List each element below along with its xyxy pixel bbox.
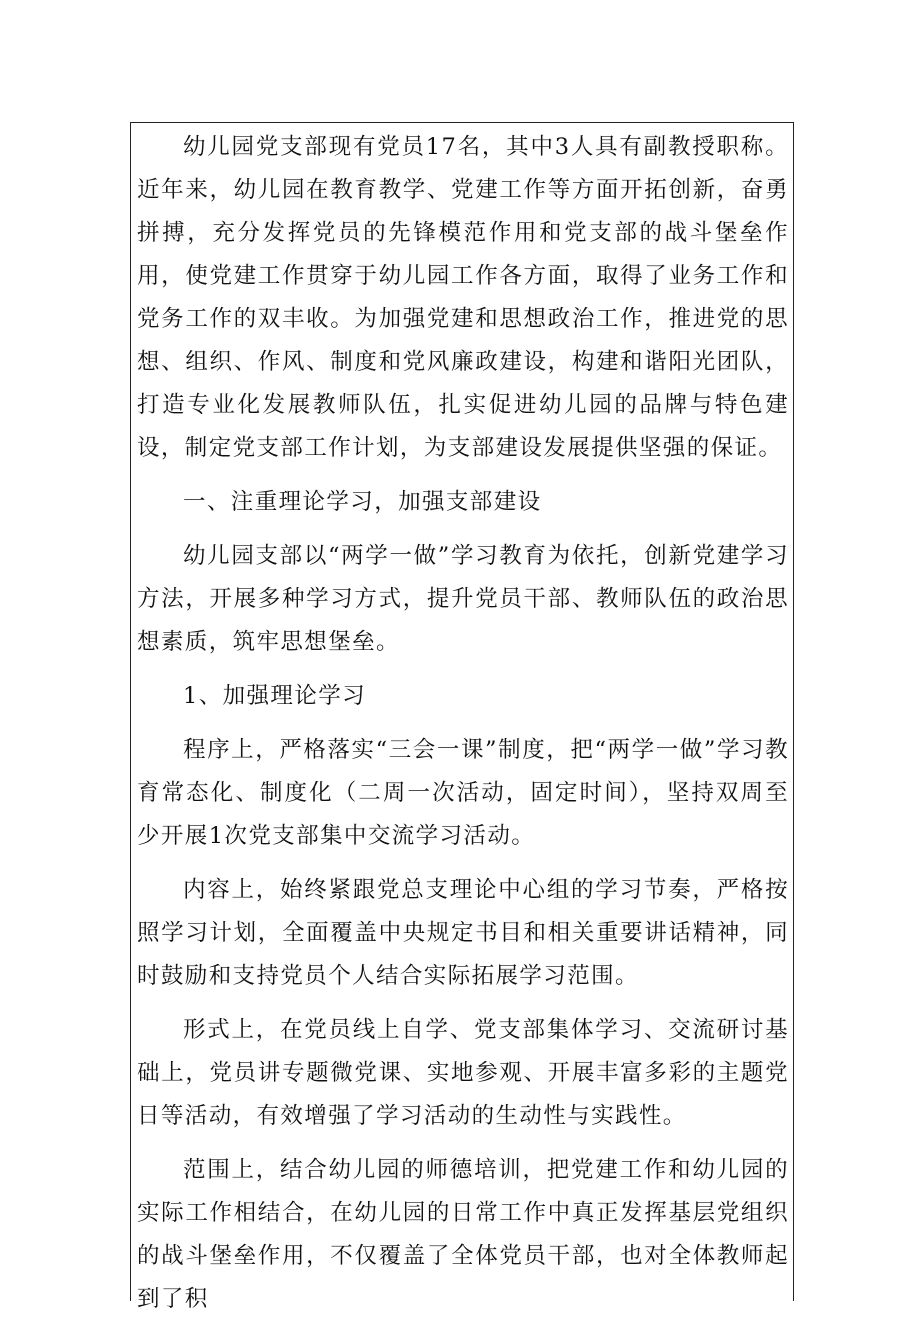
form-paragraph: 形式上，在党员线上自学、党支部集体学习、交流研讨基础上，党员讲专题微党课、实地参观、开展丰富多彩的主题党日等活动，有效增强了学习活动的生动性与实践性。 bbox=[137, 1017, 789, 1129]
section-intro-paragraph: 幼儿园支部以“两学一做”学习教育为依托，创新党建学习方法，开展多种学习方式，提升党员干部、教师队伍的政治思想素质，筑牢思想堡垒。 bbox=[137, 543, 789, 655]
subsection-heading: 1、加强理论学习 bbox=[183, 683, 367, 709]
intro-paragraph: 幼儿园党支部现有党员17名，其中3人具有副教授职称。近年来，幼儿园在教育教学、党建工作等方面开拓创新，奋勇拼搏，充分发挥党员的先锋模范作用和党支部的战斗堡垒作用，使党建工作贯穿于幼儿园工作各方面，取得了业务工作和党务工作的双丰收。为加强党建和思想政治工作，推进党的思想、组织、作风、制度和党风廉政建设，构建和谐阳光团队，打造专业化发展教师队伍，扎实促进幼儿园的品牌与特色建设，制定党支部工作计划，为支部建设发展提供坚强的保证。 bbox=[137, 134, 789, 461]
document-body bbox=[137, 126, 789, 1321]
procedure-paragraph: 程序上，严格落实“三会一课”制度，把“两学一做”学习教育常态化、制度化（二周一次活动，固定时间），坚持双周至少开展1次党支部集中交流学习活动。 bbox=[137, 737, 789, 849]
scope-paragraph: 范围上，结合幼儿园的师德培训，把党建工作和幼儿园的实际工作相结合，在幼儿园的日常工作中真正发挥基层党组织的战斗堡垒作用，不仅覆盖了全体党员干部，也对全体教师起到了积 bbox=[137, 1157, 789, 1312]
content-paragraph: 内容上，始终紧跟党总支理论中心组的学习节奏，严格按照学习计划，全面覆盖中央规定书目和相关重要讲话精神，同时鼓励和支持党员个人结合实际拓展学习范围。 bbox=[137, 877, 789, 989]
section-heading: 一、注重理论学习，加强支部建设 bbox=[183, 489, 542, 515]
